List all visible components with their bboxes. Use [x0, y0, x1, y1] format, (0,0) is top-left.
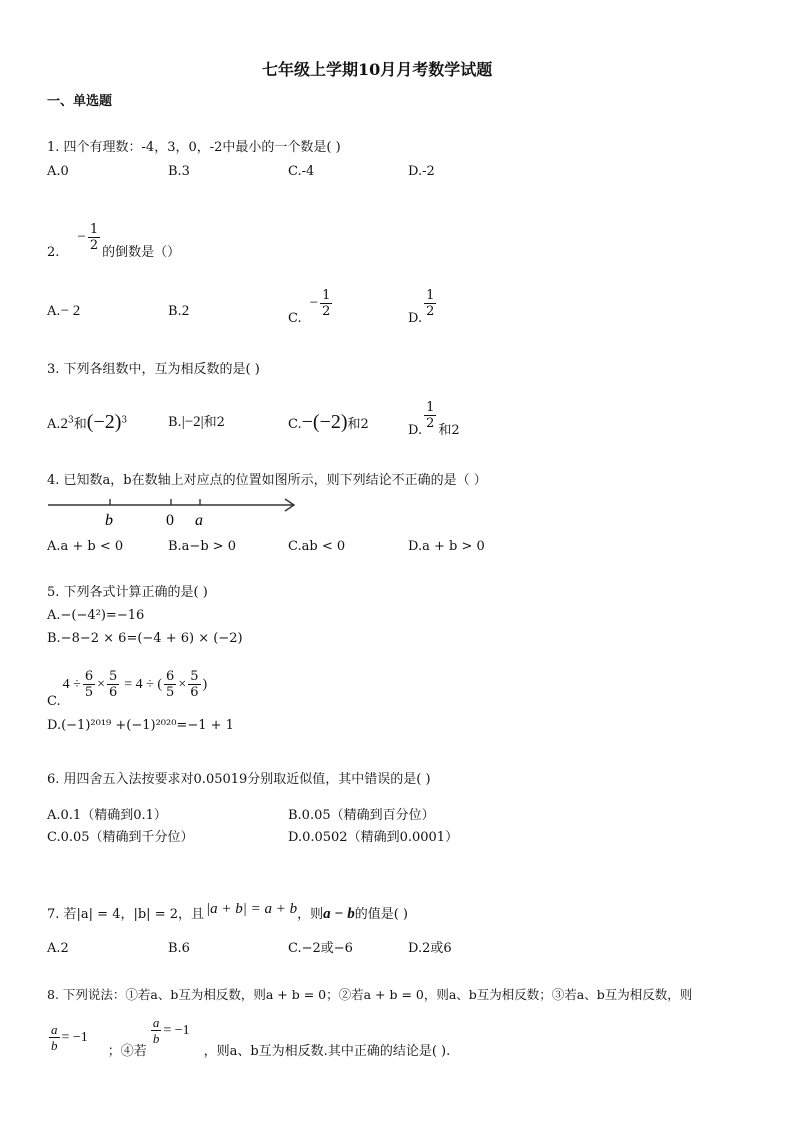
q8-line2	[47, 1017, 450, 1058]
q6-option-d: D.0.0502（精确到0.0001）	[288, 830, 459, 845]
q3-b-label: B.	[168, 415, 182, 430]
q4-option-b: B.a−b > 0	[168, 539, 237, 554]
q3-option-c	[288, 412, 369, 432]
q2-c-label: C.	[288, 311, 302, 326]
q5-c-frac1-den: 5	[84, 685, 94, 700]
q5-c-frac2-den: 6	[109, 685, 118, 700]
q5-option-c	[47, 661, 207, 708]
q8-separator: ；④若	[107, 1044, 147, 1059]
q2-option-a	[47, 304, 80, 319]
q8-frac1-eq: = −1	[61, 1029, 88, 1045]
q3-d-numerator: 1	[426, 400, 435, 415]
q8-frac2-num: a	[152, 1015, 160, 1030]
q8-frac2-eq: = −1	[163, 1022, 190, 1038]
q2-a-value: − 2	[60, 303, 81, 319]
q1-stem: 1. 四个有理数：-4，3，0，-2中最小的一个数是( )	[47, 140, 341, 155]
q2-minus: −	[77, 229, 86, 245]
q2-c-numerator: 1	[322, 288, 331, 303]
q3-option-d	[408, 394, 460, 437]
q5-option-b: B.−8−2 × 6=(−4 + 6) × (−2)	[47, 631, 243, 646]
q3-d-fraction	[424, 401, 436, 430]
q8-frac1	[49, 1023, 60, 1052]
q2-fraction	[88, 223, 100, 252]
q8-frac1-den: b	[51, 1038, 58, 1053]
q1-option-b: B.3	[168, 164, 190, 179]
q3-a-base: 2	[60, 416, 69, 432]
q2-d-label: D.	[408, 311, 423, 326]
q2-option-d	[408, 282, 438, 325]
q3-d-label: D.	[408, 423, 423, 438]
q7-bold-expression: a − b	[323, 906, 355, 922]
q5-c-times2: ×	[178, 676, 187, 692]
q2-stem	[47, 216, 180, 259]
q2-b-value: 2	[181, 303, 190, 319]
q2-a-label: A.	[47, 304, 61, 319]
q3-a-paren-exponent: 3	[121, 415, 128, 426]
q1-option-c: C.-4	[288, 164, 315, 179]
q7-tail: 的值是( )	[354, 907, 408, 922]
q4-option-c: C.ab < 0	[288, 539, 346, 554]
q5-c-frac2-num: 5	[109, 669, 118, 684]
q2-option-c	[288, 282, 334, 325]
q7-abs-expression: |a + b| = a + b	[205, 901, 298, 917]
q3-b-abs: |−2|	[181, 414, 204, 430]
q2-number: 2.	[47, 245, 60, 260]
q7-middle: ，则	[297, 907, 324, 922]
q7-option-c: C.−2或−6	[288, 941, 353, 956]
q5-c-times: ×	[97, 676, 105, 692]
q5-c-close-paren: )	[202, 676, 208, 692]
q5-c-frac4-den: 6	[190, 685, 199, 700]
q8-line1: 8. 下列说法：①若a、b互为相反数，则a + b = 0；②若a + b = 0，则a、b互为相反数；③若a、b互为相反数，则	[47, 987, 693, 1002]
q2-denominator: 2	[89, 238, 99, 253]
q7-option-b: B.6	[168, 941, 190, 956]
q6-stem: 6. 用四舍五入法按要求对0.05019分别取近似值，其中错误的是( )	[47, 772, 431, 787]
q2-tail: 的倒数是（）	[102, 245, 181, 260]
q2-c-minus: −	[309, 295, 319, 311]
q5-c-four-div: 4 ÷	[62, 676, 81, 692]
q5-c-frac2	[107, 670, 119, 699]
page-title: 七年级上学期10月月考数学试题	[262, 60, 493, 79]
q4-option-d: D.a + b > 0	[408, 539, 485, 554]
q3-a-and: 和	[73, 417, 87, 432]
label-0: 0	[166, 512, 174, 529]
q3-option-a	[47, 412, 127, 432]
q5-stem: 5. 下列各式计算正确的是( )	[47, 585, 208, 600]
q5-option-d: D.(−1)²⁰¹⁹ +(−1)²⁰²⁰=−1 + 1	[47, 718, 234, 733]
q2-numerator: 1	[89, 222, 99, 237]
q4-option-a: A.a + b < 0	[47, 539, 124, 554]
q6-option-c: C.0.05（精确到千分位）	[47, 830, 194, 845]
q2-option-b	[168, 304, 189, 319]
q5-c-frac1	[83, 670, 95, 699]
section-heading: 一、单选题	[47, 94, 113, 109]
q5-c-frac4	[188, 670, 200, 699]
q3-d-denominator: 2	[426, 416, 435, 431]
q7-option-a: A.2	[47, 941, 69, 956]
q3-a-label: A.	[47, 417, 61, 432]
q8-frac1-num: a	[51, 1022, 58, 1037]
q8-frac2	[151, 1016, 162, 1045]
q6-option-a: A.0.1（精确到0.1）	[47, 808, 167, 823]
q2-d-denominator: 2	[426, 304, 435, 319]
q6-option-b: B.0.05（精确到百分位）	[288, 808, 435, 823]
q5-c-frac4-num: 5	[190, 669, 199, 684]
label-a: a	[195, 512, 203, 529]
q5-c-label: C.	[47, 694, 61, 709]
q8-tail: ，则a、b互为相反数.其中正确的结论是( ).	[203, 1044, 451, 1059]
q3-c-and: 和2	[347, 417, 369, 432]
q2-d-fraction	[424, 289, 436, 318]
q5-c-frac3-den: 5	[166, 685, 175, 700]
q3-a-exponent: 3	[68, 415, 74, 426]
q3-c-expression: −(−2)	[301, 411, 348, 433]
q4-stem: 4. 已知数a，b在数轴上对应点的位置如图所示，则下列结论不正确的是（ ）	[47, 473, 487, 488]
q2-c-denominator: 2	[322, 304, 331, 319]
number-line	[45, 494, 305, 530]
q7-prefix: 7. 若|a| = 4，|b| = 2，且	[47, 907, 204, 922]
q5-c-frac3-num: 6	[166, 669, 175, 684]
q5-option-a: A.−(−4²)=−16	[47, 608, 145, 623]
q7-option-d: D.2或6	[408, 941, 452, 956]
q3-b-and: 和2	[203, 415, 225, 430]
q1-option-a: A.0	[47, 164, 69, 179]
label-b: b	[105, 512, 113, 529]
q8-frac2-den: b	[152, 1031, 160, 1046]
q1-option-d: D.-2	[408, 164, 435, 179]
q3-option-b	[168, 415, 225, 430]
q5-c-frac1-num: 6	[84, 669, 94, 684]
q3-c-label: C.	[288, 417, 302, 432]
q3-d-and: 和2	[438, 423, 460, 438]
q2-c-fraction	[320, 289, 332, 318]
q3-stem: 3. 下列各组数中，互为相反数的是( )	[47, 362, 260, 377]
q5-c-frac3	[164, 670, 176, 699]
q3-a-paren-base: (−2)	[86, 411, 122, 433]
q7-stem	[47, 901, 408, 922]
q5-c-equals: = 4 ÷ (	[124, 676, 163, 692]
q2-b-label: B.	[168, 304, 182, 319]
q2-d-numerator: 1	[426, 288, 435, 303]
